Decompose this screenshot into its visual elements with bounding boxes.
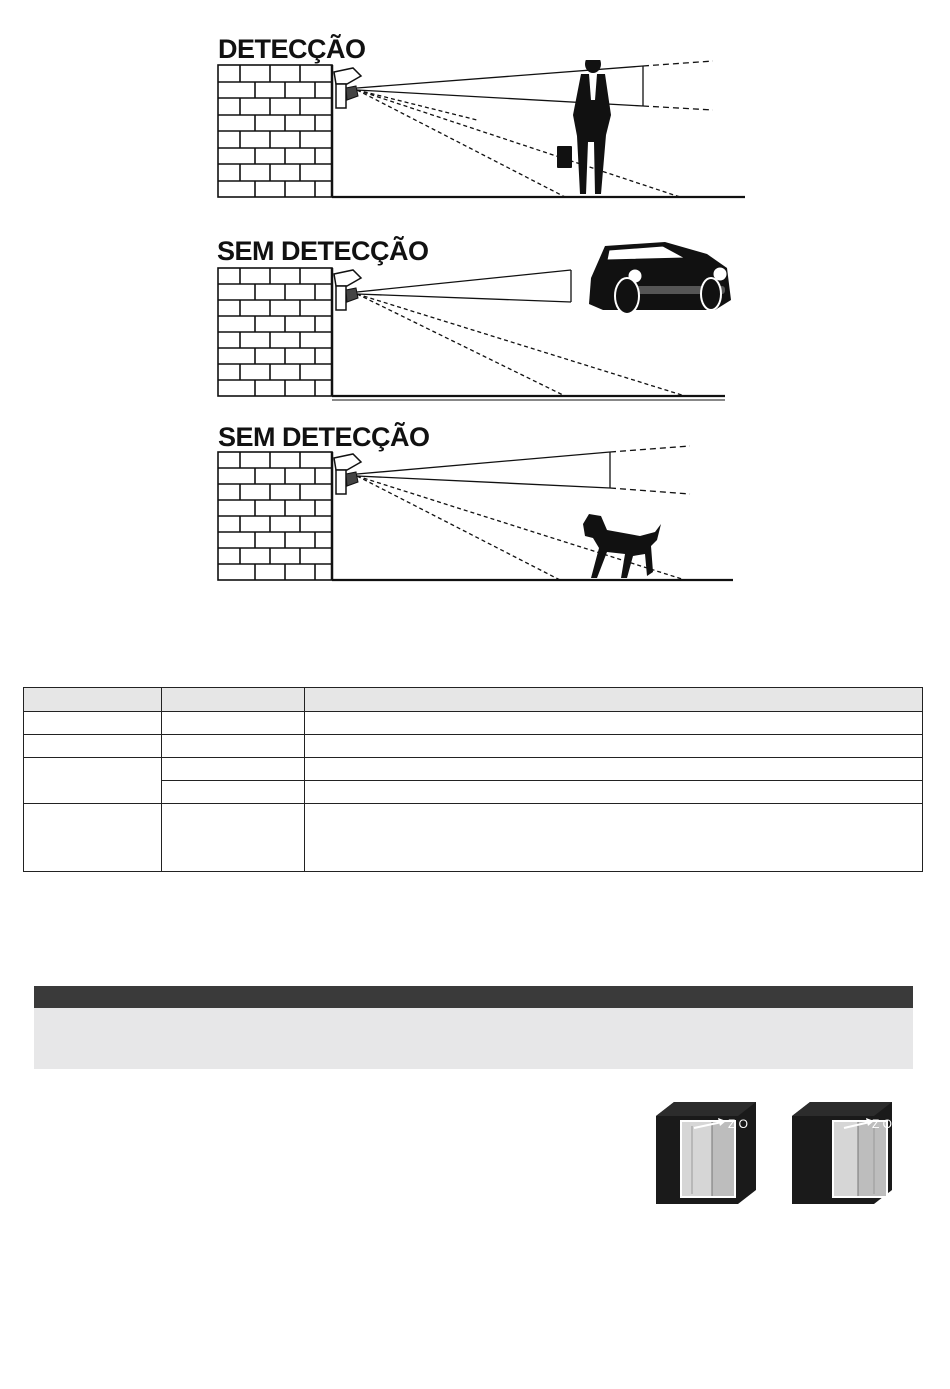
table-header-cell <box>162 688 305 712</box>
table-cell <box>162 758 305 781</box>
switch-left-illustration <box>652 1098 764 1208</box>
car-icon <box>589 242 731 314</box>
table-cell <box>24 712 162 735</box>
switch-right-illustration <box>788 1098 900 1208</box>
scene-title-detection: DETECÇÃO <box>218 34 366 64</box>
table-cell <box>305 712 923 735</box>
table-cell <box>24 758 162 804</box>
scene-title-no-detection-dog: SEM DETECÇÃO <box>218 422 430 452</box>
table-cell <box>162 781 305 804</box>
switch-marks: Z O <box>872 1117 892 1131</box>
brick-wall <box>218 65 332 197</box>
scene-title-no-detection-car: SEM DETECÇÃO <box>217 236 429 266</box>
detection-beams <box>357 61 713 197</box>
specifications-table <box>23 687 923 872</box>
table-cell <box>162 735 305 758</box>
no-detection-dog-illustration <box>215 440 745 590</box>
sensor-lamp-icon <box>334 68 361 108</box>
table-header-cell <box>305 688 923 712</box>
table-row <box>24 735 923 758</box>
no-detection-car-illustration <box>215 238 745 403</box>
note-header-bar <box>34 986 913 1008</box>
detection-beams <box>357 446 690 580</box>
brick-wall <box>218 268 332 396</box>
table-header-row <box>24 688 923 712</box>
table-cell <box>305 758 923 781</box>
table-cell <box>162 804 305 872</box>
table-cell <box>305 781 923 804</box>
table-cell <box>305 804 923 872</box>
switch-marks: Z O <box>728 1117 748 1131</box>
table-row <box>24 804 923 872</box>
dog-icon <box>583 514 661 578</box>
table-cell <box>24 735 162 758</box>
table-row <box>24 758 923 781</box>
table-row <box>24 712 923 735</box>
brick-wall <box>218 452 332 580</box>
table-header-cell <box>24 688 162 712</box>
note-body <box>34 1008 913 1069</box>
person-with-briefcase-icon <box>557 60 611 194</box>
sensor-lamp-icon <box>334 454 361 494</box>
detection-person-illustration <box>215 60 745 205</box>
table-cell <box>24 804 162 872</box>
table-cell <box>162 712 305 735</box>
table-cell <box>305 735 923 758</box>
sensor-lamp-icon <box>334 270 361 310</box>
